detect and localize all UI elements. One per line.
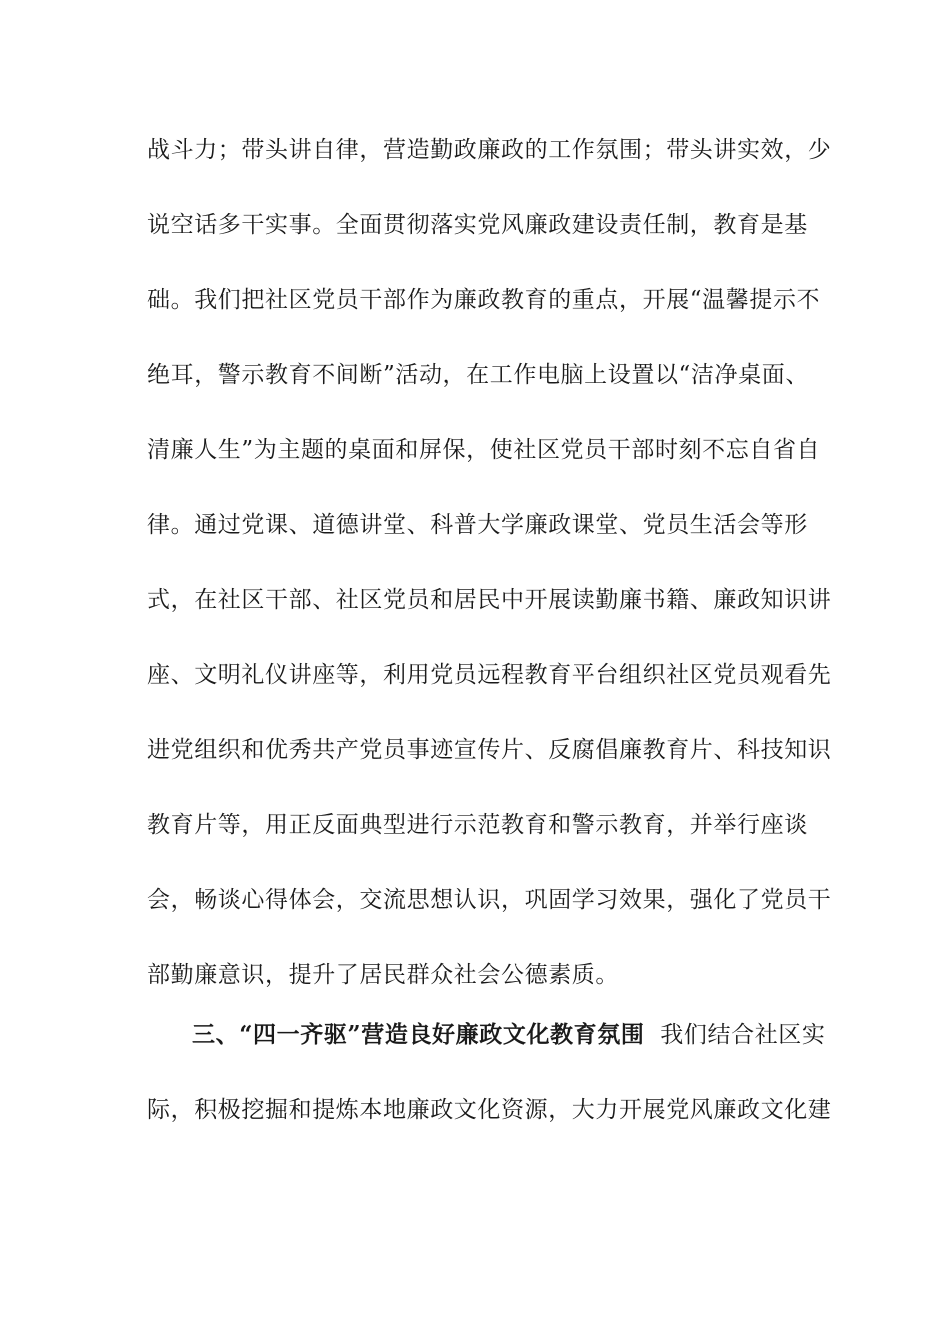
- section-three-first-line-text: 我们结合社区实: [660, 1022, 826, 1048]
- section-three-first-line: [192, 1020, 826, 1050]
- body-line-10: 教育片等，用正反面典型进行示范教育和警示教育，并举行座谈: [147, 812, 808, 838]
- body-line-8: 座、文明礼仪讲座等，利用党员远程教育平台组织社区党员观看先: [147, 662, 832, 688]
- body-line-2: 说空话多干实事。全面贯彻落实党风廉政建设责任制，教育是基: [147, 212, 808, 238]
- body-line-3: 础。我们把社区党员干部作为廉政教育的重点，开展“温馨提示不: [147, 287, 821, 313]
- body-line-4: 绝耳，警示教育不间断”活动，在工作电脑上设置以“洁净桌面、: [147, 362, 809, 388]
- body-line-7: 式，在社区干部、社区党员和居民中开展读勤廉书籍、廉政知识讲: [147, 587, 832, 613]
- section-three-spacer: [644, 1022, 660, 1048]
- body-line-6: 律。通过党课、道德讲堂、科普大学廉政课堂、党员生活会等形: [147, 512, 808, 538]
- body-line-1: 战斗力；带头讲自律，营造勤政廉政的工作氛围；带头讲实效，少: [147, 137, 832, 163]
- body-line-5: 清廉人生”为主题的桌面和屏保，使社区党员干部时刻不忘自省自: [147, 437, 821, 463]
- body-line-11: 会，畅谈心得体会，交流思想认识，巩固学习效果，强化了党员干: [147, 887, 832, 913]
- body-line-9: 进党组织和优秀共产党员事迹宣传片、反腐倡廉教育片、科技知识: [147, 737, 832, 763]
- section-three-second-line: 际，积极挖掘和提炼本地廉政文化资源，大力开展党风廉政文化建: [147, 1097, 832, 1123]
- section-three-heading: 三、“四一齐驱”营造良好廉政文化教育氛围: [192, 1021, 645, 1048]
- body-line-12: 部勤廉意识，提升了居民群众社会公德素质。: [147, 962, 619, 988]
